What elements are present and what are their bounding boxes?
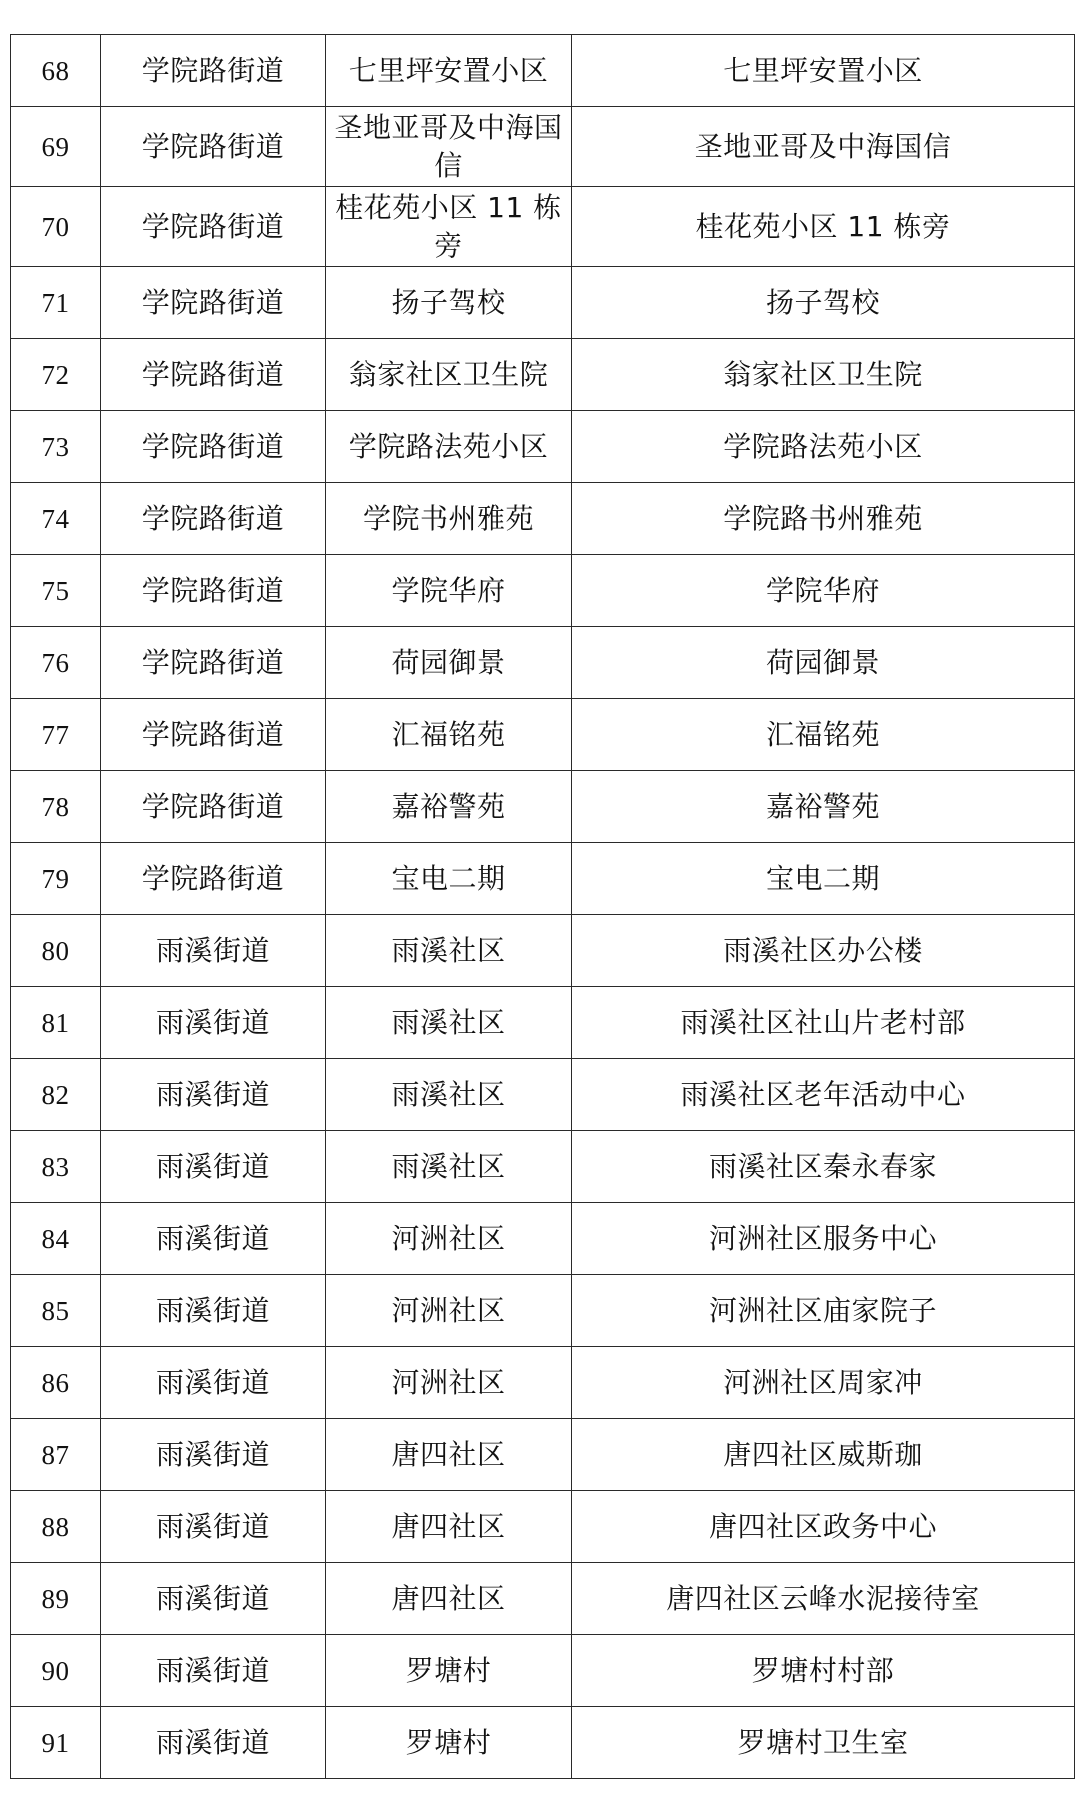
table-row [11, 267, 1075, 339]
community-cell: 嘉裕警苑 [326, 771, 572, 843]
row-number: 69 [11, 107, 101, 187]
community-cell: 宝电二期 [326, 843, 572, 915]
table-row [11, 35, 1075, 107]
street-cell: 学院路街道 [101, 35, 326, 107]
table-row [11, 1563, 1075, 1635]
row-number: 77 [11, 699, 101, 771]
street-cell: 学院路街道 [101, 267, 326, 339]
community-cell: 雨溪社区 [326, 987, 572, 1059]
row-number: 84 [11, 1203, 101, 1275]
site-cell: 河洲社区服务中心 [572, 1203, 1075, 1275]
site-cell: 宝电二期 [572, 843, 1075, 915]
community-cell: 罗塘村 [326, 1635, 572, 1707]
site-cell: 汇福铭苑 [572, 699, 1075, 771]
row-number: 87 [11, 1419, 101, 1491]
street-cell: 学院路街道 [101, 699, 326, 771]
row-number: 81 [11, 987, 101, 1059]
table-row [11, 483, 1075, 555]
row-number: 76 [11, 627, 101, 699]
table-row [11, 1275, 1075, 1347]
community-cell: 翁家社区卫生院 [326, 339, 572, 411]
row-number: 85 [11, 1275, 101, 1347]
community-cell: 汇福铭苑 [326, 699, 572, 771]
street-cell: 学院路街道 [101, 411, 326, 483]
street-cell: 雨溪街道 [101, 1347, 326, 1419]
table-row [11, 1707, 1075, 1779]
site-cell: 学院华府 [572, 555, 1075, 627]
street-cell: 学院路街道 [101, 627, 326, 699]
street-cell: 雨溪街道 [101, 1131, 326, 1203]
table-row [11, 843, 1075, 915]
community-cell: 河洲社区 [326, 1275, 572, 1347]
street-cell: 学院路街道 [101, 339, 326, 411]
street-cell: 雨溪街道 [101, 1419, 326, 1491]
community-cell: 学院书州雅苑 [326, 483, 572, 555]
street-cell: 雨溪街道 [101, 1707, 326, 1779]
community-cell: 雨溪社区 [326, 1059, 572, 1131]
site-table [10, 34, 1075, 1779]
community-cell: 桂花苑小区 11 栋旁 [326, 187, 572, 267]
site-cell: 荷园御景 [572, 627, 1075, 699]
site-cell: 七里坪安置小区 [572, 35, 1075, 107]
community-cell: 学院华府 [326, 555, 572, 627]
street-cell: 雨溪街道 [101, 1635, 326, 1707]
site-cell: 圣地亚哥及中海国信 [572, 107, 1075, 187]
row-number: 68 [11, 35, 101, 107]
street-cell: 雨溪街道 [101, 1275, 326, 1347]
site-cell: 唐四社区威斯珈 [572, 1419, 1075, 1491]
site-cell: 翁家社区卫生院 [572, 339, 1075, 411]
site-cell: 雨溪社区社山片老村部 [572, 987, 1075, 1059]
community-cell: 荷园御景 [326, 627, 572, 699]
table-row [11, 411, 1075, 483]
street-cell: 雨溪街道 [101, 915, 326, 987]
community-cell: 河洲社区 [326, 1203, 572, 1275]
table-row [11, 1491, 1075, 1563]
table-row [11, 771, 1075, 843]
table-row [11, 915, 1075, 987]
site-cell: 河洲社区庙家院子 [572, 1275, 1075, 1347]
community-cell: 学院路法苑小区 [326, 411, 572, 483]
site-cell: 雨溪社区办公楼 [572, 915, 1075, 987]
table-row [11, 1635, 1075, 1707]
row-number: 86 [11, 1347, 101, 1419]
row-number: 82 [11, 1059, 101, 1131]
community-cell: 唐四社区 [326, 1491, 572, 1563]
street-cell: 学院路街道 [101, 771, 326, 843]
community-cell: 罗塘村 [326, 1707, 572, 1779]
row-number: 89 [11, 1563, 101, 1635]
table-row [11, 1419, 1075, 1491]
community-cell: 雨溪社区 [326, 1131, 572, 1203]
site-cell: 河洲社区周家冲 [572, 1347, 1075, 1419]
row-number: 71 [11, 267, 101, 339]
row-number: 83 [11, 1131, 101, 1203]
site-cell: 学院路书州雅苑 [572, 483, 1075, 555]
street-cell: 雨溪街道 [101, 1563, 326, 1635]
document-page [10, 34, 1074, 1779]
table-row [11, 339, 1075, 411]
row-number: 78 [11, 771, 101, 843]
table-row [11, 1059, 1075, 1131]
site-cell: 唐四社区政务中心 [572, 1491, 1075, 1563]
community-cell: 雨溪社区 [326, 915, 572, 987]
site-cell: 学院路法苑小区 [572, 411, 1075, 483]
street-cell: 学院路街道 [101, 483, 326, 555]
row-number: 70 [11, 187, 101, 267]
community-cell: 河洲社区 [326, 1347, 572, 1419]
site-cell: 雨溪社区秦永春家 [572, 1131, 1075, 1203]
row-number: 79 [11, 843, 101, 915]
table-row [11, 187, 1075, 267]
row-number: 88 [11, 1491, 101, 1563]
street-cell: 学院路街道 [101, 555, 326, 627]
row-number: 73 [11, 411, 101, 483]
street-cell: 雨溪街道 [101, 1059, 326, 1131]
community-cell: 唐四社区 [326, 1563, 572, 1635]
community-cell: 圣地亚哥及中海国信 [326, 107, 572, 187]
site-cell: 扬子驾校 [572, 267, 1075, 339]
row-number: 74 [11, 483, 101, 555]
table-row [11, 107, 1075, 187]
street-cell: 雨溪街道 [101, 1203, 326, 1275]
site-cell: 嘉裕警苑 [572, 771, 1075, 843]
table-row [11, 555, 1075, 627]
street-cell: 学院路街道 [101, 107, 326, 187]
row-number: 80 [11, 915, 101, 987]
street-cell: 学院路街道 [101, 187, 326, 267]
site-cell: 罗塘村卫生室 [572, 1707, 1075, 1779]
site-table-body [11, 35, 1075, 1779]
street-cell: 雨溪街道 [101, 1491, 326, 1563]
site-cell: 桂花苑小区 11 栋旁 [572, 187, 1075, 267]
table-row [11, 1203, 1075, 1275]
street-cell: 雨溪街道 [101, 987, 326, 1059]
site-cell: 雨溪社区老年活动中心 [572, 1059, 1075, 1131]
row-number: 72 [11, 339, 101, 411]
row-number: 91 [11, 1707, 101, 1779]
table-row [11, 1131, 1075, 1203]
table-row [11, 699, 1075, 771]
table-row [11, 627, 1075, 699]
street-cell: 学院路街道 [101, 843, 326, 915]
row-number: 75 [11, 555, 101, 627]
community-cell: 七里坪安置小区 [326, 35, 572, 107]
site-cell: 唐四社区云峰水泥接待室 [572, 1563, 1075, 1635]
community-cell: 扬子驾校 [326, 267, 572, 339]
table-row [11, 1347, 1075, 1419]
site-cell: 罗塘村村部 [572, 1635, 1075, 1707]
community-cell: 唐四社区 [326, 1419, 572, 1491]
table-row [11, 987, 1075, 1059]
row-number: 90 [11, 1635, 101, 1707]
